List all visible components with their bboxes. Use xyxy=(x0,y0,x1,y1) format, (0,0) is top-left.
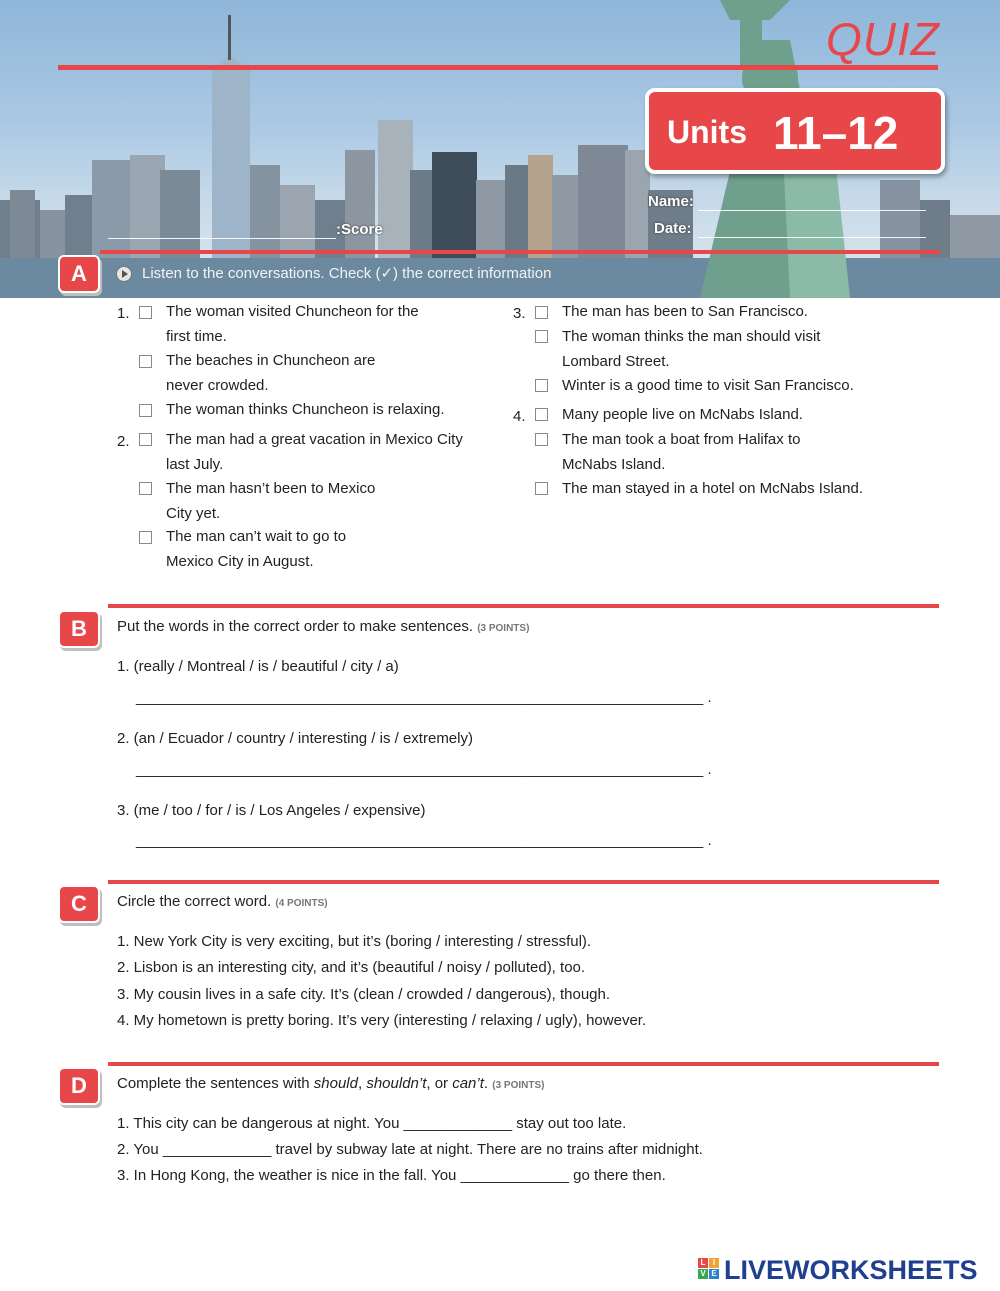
reorder-item: 2. (an / Ecuador / country / interesting / is / extremely) xyxy=(117,730,473,747)
section-d-rule xyxy=(108,1062,939,1066)
logo-letter: L xyxy=(698,1258,708,1268)
option-text: The man took a boat from Halifax to McNabs Island. xyxy=(562,431,801,473)
option-text: The man had a great vacation in Mexico City last July. xyxy=(166,431,463,473)
question-number: 1. xyxy=(117,305,130,322)
circle-item[interactable]: 2. Lisbon is an interesting city, and it’s (beautiful / noisy / polluted), too. xyxy=(117,959,586,976)
checkbox[interactable] xyxy=(535,379,548,392)
section-c-badge: C xyxy=(58,885,100,923)
checkbox[interactable] xyxy=(139,404,152,417)
answer-line[interactable]: ____________________________________________________________________ . xyxy=(136,832,712,849)
circle-item[interactable]: 3. My cousin lives in a safe city. It’s (clean / crowded / dangerous), though. xyxy=(117,986,611,1003)
instruction-text: Put the words in the correct order to make sentences. xyxy=(117,618,474,635)
option-text: The man can’t wait to go to Mexico City in August. xyxy=(166,528,347,570)
checkbox[interactable] xyxy=(139,306,152,319)
points-label: (4 POINTS) xyxy=(275,898,328,909)
name-label: Name: xyxy=(648,193,694,210)
reorder-item: 1. (really / Montreal / is / beautiful / city / a) xyxy=(117,658,399,675)
logo-letter: V xyxy=(698,1269,708,1279)
score-field[interactable] xyxy=(108,238,336,239)
section-a-badge: A xyxy=(58,255,100,293)
checkbox[interactable] xyxy=(139,482,152,495)
checkbox[interactable] xyxy=(139,531,152,544)
section-c-rule xyxy=(108,880,939,884)
liveworksheets-logo-icon xyxy=(698,1258,720,1282)
name-field[interactable] xyxy=(698,210,926,211)
section-b-instruction xyxy=(117,618,529,635)
separator: . xyxy=(483,1075,489,1092)
points-label: (3 POINTS) xyxy=(492,1080,545,1091)
word-cant: can’t xyxy=(452,1075,484,1092)
instruction-text: Circle the correct word. xyxy=(117,893,272,910)
section-a-instruction: Listen to the conversations. Check (✓) the correct information xyxy=(142,265,552,282)
option-text: The man hasn’t been to Mexico City yet. xyxy=(166,480,376,522)
separator: , or xyxy=(426,1075,453,1092)
checkbox[interactable] xyxy=(139,355,152,368)
logo-letter: I xyxy=(709,1258,719,1268)
checkbox[interactable] xyxy=(139,433,152,446)
units-numbers: 11–12 xyxy=(773,107,899,159)
liveworksheets-logo-text: LIVEWORKSHEETS xyxy=(724,1255,978,1285)
word-shouldnt: shouldn’t xyxy=(366,1075,427,1092)
play-audio-icon[interactable] xyxy=(116,266,132,282)
section-c-instruction xyxy=(117,893,328,910)
logo-letter: E xyxy=(709,1269,719,1279)
units-label: Units xyxy=(667,114,747,150)
header-rule xyxy=(58,65,938,70)
section-a-rule xyxy=(100,250,940,254)
question-number: 3. xyxy=(513,305,526,322)
question-number: 2. xyxy=(117,433,130,450)
checkbox[interactable] xyxy=(535,408,548,421)
checkbox[interactable] xyxy=(535,330,548,343)
option-text: Many people live on McNabs Island. xyxy=(562,406,803,423)
word-should: should xyxy=(313,1075,358,1092)
quiz-title: QUIZ xyxy=(826,13,940,65)
section-d-instruction xyxy=(117,1075,544,1092)
circle-item[interactable]: 4. My hometown is pretty boring. It’s very (interesting / relaxing / ugly), however. xyxy=(117,1012,647,1029)
points-label: (3 POINTS) xyxy=(477,623,530,634)
option-text: The woman thinks Chuncheon is relaxing. xyxy=(166,401,445,418)
units-badge xyxy=(645,88,945,174)
score-label: :Score xyxy=(336,221,383,238)
fill-blank-item[interactable]: 2. You _____________ travel by subway late at night. There are no trains after midnight. xyxy=(117,1141,703,1158)
option-text: The man stayed in a hotel on McNabs Island. xyxy=(562,480,863,497)
answer-line[interactable]: ____________________________________________________________________ . xyxy=(136,689,712,706)
circle-item[interactable]: 1. New York City is very exciting, but it’s (boring / interesting / stressful). xyxy=(117,933,592,950)
section-d-badge: D xyxy=(58,1067,100,1105)
checkbox[interactable] xyxy=(535,306,548,319)
answer-line[interactable]: ____________________________________________________________________ . xyxy=(136,761,712,778)
date-field[interactable] xyxy=(698,237,926,238)
checkbox[interactable] xyxy=(535,482,548,495)
section-b-rule xyxy=(108,604,939,608)
option-text: The man has been to San Francisco. xyxy=(562,303,808,320)
checkbox[interactable] xyxy=(535,433,548,446)
option-text: Winter is a good time to visit San Francisco. xyxy=(562,377,854,394)
separator: , xyxy=(357,1075,367,1092)
option-text: The woman visited Chuncheon for the first time. xyxy=(166,303,419,345)
fill-blank-item[interactable]: 3. In Hong Kong, the weather is nice in the fall. You _____________ go there then. xyxy=(117,1167,666,1184)
question-number: 4. xyxy=(513,408,526,425)
reorder-item: 3. (me / too / for / is / Los Angeles / expensive) xyxy=(117,802,426,819)
fill-blank-item[interactable]: 1. This city can be dangerous at night. You _____________ stay out too late. xyxy=(117,1115,627,1132)
instruction-text: Complete the sentences with xyxy=(117,1075,314,1092)
date-label: Date: xyxy=(654,220,692,237)
option-text: The beaches in Chuncheon are never crowded. xyxy=(166,352,376,394)
option-text: The woman thinks the man should visit Lombard Street. xyxy=(562,328,821,370)
section-b-badge: B xyxy=(58,610,100,648)
